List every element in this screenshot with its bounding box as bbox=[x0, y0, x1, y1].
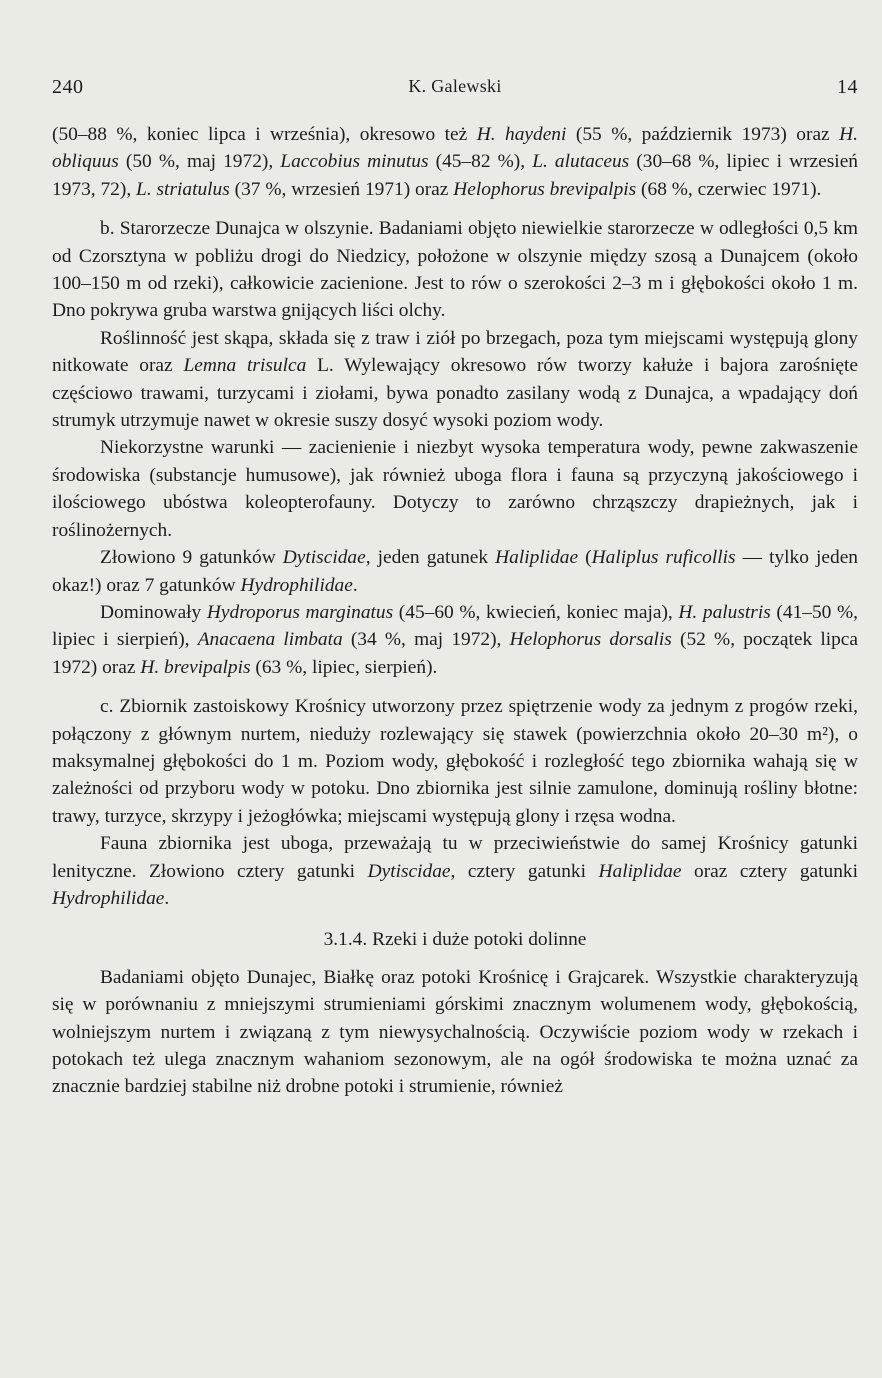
paragraph-p2 bbox=[52, 215, 858, 325]
text-run: (52 %, początek lipca 1972) oraz bbox=[52, 629, 858, 678]
text-run: . bbox=[352, 574, 358, 596]
italic-taxon: H. obliquus bbox=[52, 124, 858, 173]
text-run: (41–50 %, lipiec i sierpień), bbox=[52, 601, 858, 651]
text-run: (45–82 %), bbox=[428, 151, 533, 173]
italic-taxon: Lemna trisulca bbox=[183, 355, 307, 377]
running-head-author: K. Galewski bbox=[408, 76, 502, 96]
text-run: Dominowały bbox=[100, 601, 207, 623]
paragraph-p3 bbox=[52, 325, 858, 435]
italic-taxon: H. palustris bbox=[678, 601, 771, 623]
text-run: , cztery gatunki bbox=[450, 860, 599, 882]
paragraphs-before-heading bbox=[52, 121, 858, 912]
italic-taxon: Hydrophilidae bbox=[52, 887, 165, 909]
text-run: (34 %, maj 1972), bbox=[342, 629, 510, 651]
italic-taxon: Helophorus brevipalpis bbox=[453, 178, 637, 200]
paragraph-p4 bbox=[52, 434, 858, 544]
body-text bbox=[52, 121, 858, 1101]
text-run: (50 %, maj 1972), bbox=[118, 151, 281, 173]
paragraph-p6 bbox=[52, 599, 858, 681]
italic-taxon: L. alutaceus bbox=[532, 151, 630, 173]
text-run: , jeden gatunek bbox=[365, 547, 496, 569]
section-heading: 3.1.4. Rzeki i duże potoki dolinne bbox=[323, 929, 587, 951]
paragraph-p1 bbox=[52, 121, 858, 203]
italic-taxon: Hydroporus marginatus bbox=[206, 601, 394, 623]
italic-taxon: Dytiscidae bbox=[282, 547, 366, 569]
italic-taxon: H. haydeni bbox=[476, 124, 567, 145]
text-run: (37 %, wrzesień 1971) oraz bbox=[229, 178, 454, 200]
text-run: . bbox=[164, 887, 170, 909]
running-head bbox=[52, 70, 858, 104]
italic-taxon: H. brevipalpis bbox=[140, 656, 251, 678]
text-run: Złowiono 9 gatunków bbox=[100, 547, 283, 569]
paragraphs-after-heading bbox=[52, 964, 858, 1101]
italic-taxon: Dytiscidae bbox=[367, 860, 451, 882]
paragraph-p9 bbox=[52, 964, 858, 1101]
text-run: L. Wylewający okresowo rów tworzy kałuże i bajora zarośnięte częściowo trawami, turzycami i ziołami, bywa ponadto zasilany wodą z Dunajca, a wpadający doń strumyk utrzymuje nawet w okresie suszy dosyć wysoki poziom wody. bbox=[52, 355, 858, 432]
text-run: (55 %, październik 1973) oraz bbox=[566, 124, 840, 145]
text-run: Badaniami objęto Dunajec, Białkę oraz potoki Krośnicę i Grajcarek. Wszystkie charakteryzują się w porównaniu z mniejszymi strumieniami górskimi znacznym wolumenem wody, głębokością, wolniejszym nurtem i związaną z tym niewysychalnością. Oczywiście poziom wody w rzekach i potokach też ulega znacznym wahaniom sezonowym, ale na ogół środowiska te można uznać za znacznie bardziej stabilne niż drobne potoki i strumienie, również bbox=[52, 966, 858, 1098]
italic-taxon: Laccobius minutus bbox=[280, 151, 429, 173]
italic-taxon: Haliplidae bbox=[598, 860, 682, 882]
text-run: Fauna zbiornika jest uboga, przeważają tu w przeciwieństwie do samej Krośnicy gatunki lenityczne. Złowiono cztery gatunki bbox=[52, 833, 858, 882]
italic-taxon: Haliplus ruficollis bbox=[591, 547, 736, 569]
paragraph-p8 bbox=[52, 830, 858, 912]
text-run: (45–60 %, kwiecień, koniec maja), bbox=[393, 601, 679, 623]
text-run: (68 %, czerwiec 1971). bbox=[636, 178, 822, 200]
text-run: (30–68 %, lipiec i wrzesień 1973, 72), bbox=[52, 151, 858, 200]
text-run: b. Starorzecze Dunajca w olszynie. Badaniami objęto niewielkie starorzecze w odległości 0,5 km od Czorsztyna w pobliżu drogi do Niedzicy, położone w olszynie między szosą a Dunajcem (około 100–150 m od rzeki), całkowicie zacienione. Jest to rów o szerokości 2–3 m i głębokości około 1 m. Dno pokrywa gruba warstwa gnijących liści olchy. bbox=[52, 218, 858, 322]
italic-taxon: Hydrophilidae bbox=[240, 574, 353, 596]
paragraph-p7 bbox=[52, 693, 858, 830]
text-run: Niekorzystne warunki — zacienienie i niezbyt wysoka temperatura wody, pewne zakwaszenie środowiska (substancje humusowe), jak również uboga flora i fauna są przyczyną jakościowego i ilościowego ubóstwa koleopterofauny. Dotyczy to zarówno chrząszczy drapieżnych, jak i roślinożernych. bbox=[52, 437, 858, 541]
italic-taxon: Anacaena limbata bbox=[197, 629, 343, 651]
issue-number: 14 bbox=[837, 76, 858, 98]
page-number: 240 bbox=[52, 76, 84, 98]
paragraph-p5 bbox=[52, 544, 858, 599]
text-run: oraz cztery gatunki bbox=[681, 860, 858, 882]
italic-taxon: L. striatulus bbox=[136, 178, 230, 200]
text-run: (50–88 %, koniec lipca i września), okresowo też bbox=[52, 124, 477, 145]
text-run: — tylko jeden okaz!) oraz 7 gatunków bbox=[52, 547, 859, 596]
text-run: ( bbox=[578, 547, 592, 569]
page bbox=[52, 70, 858, 1101]
text-run: c. Zbiornik zastoiskowy Krośnicy utworzony przez spiętrzenie wody za jednym z progów rzeki, połączony z głównym nurtem, nieduży rozlewający się stawek (powierzchnia około 20–30 m²), o maksymalnej głębokości do 1 m. Poziom wody, głębokość i rozległość tego zbiornika wahają się w zależności od przyboru wody w potoku. Dno zbiornika jest silnie zamulone, dominują rośliny błotne: trawy, turzyce, skrzypy i jeżogłówka; miejscami występują glony i rzęsa wodna. bbox=[52, 696, 858, 827]
text-run: Roślinność jest skąpa, składa się z traw i ziół po brzegach, poza tym miejscami występują glony nitkowate oraz bbox=[52, 327, 858, 377]
italic-taxon: Haliplidae bbox=[495, 547, 579, 569]
text-run: (63 %, lipiec, sierpień). bbox=[250, 656, 438, 678]
italic-taxon: Helophorus dorsalis bbox=[509, 629, 672, 651]
